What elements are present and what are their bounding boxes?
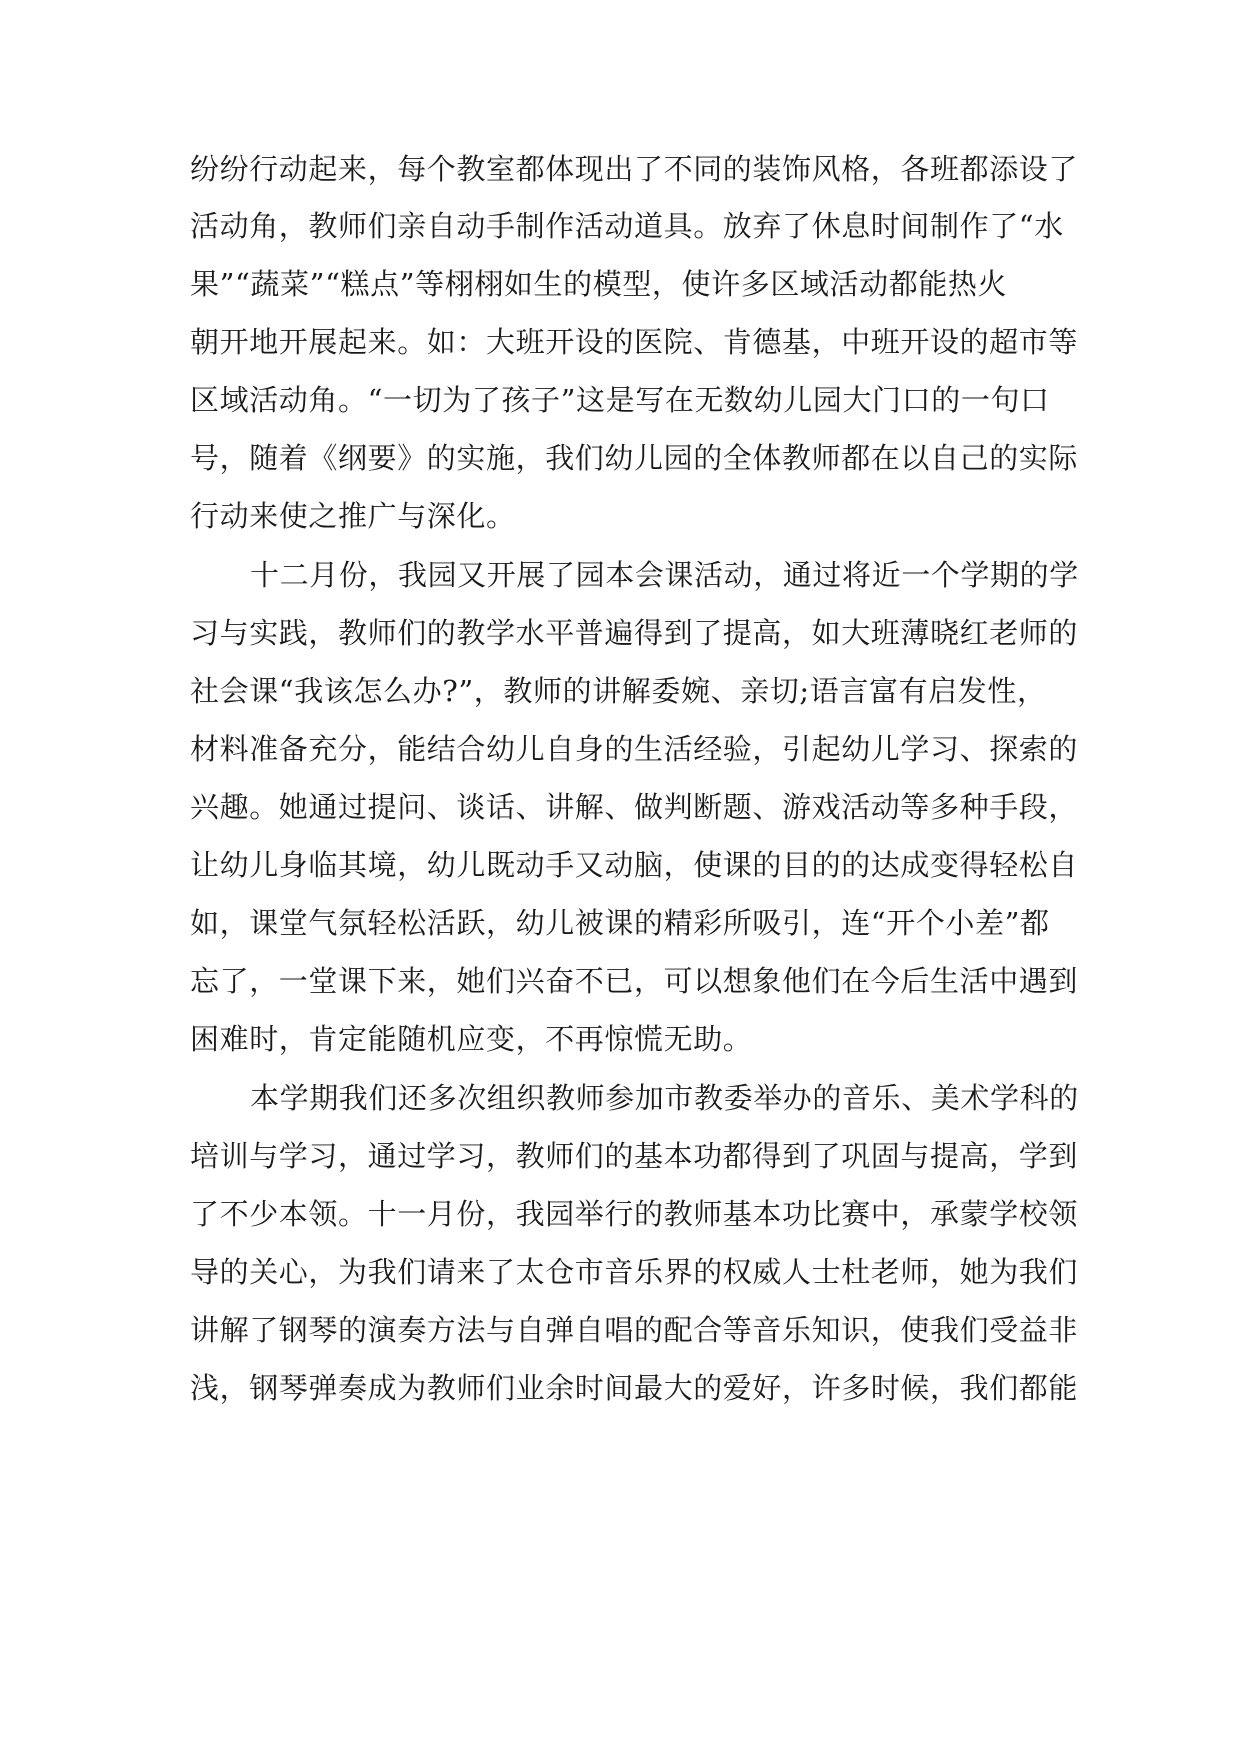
text-line: 了不少本领。十一月份，我园举行的教师基本功比赛中，承蒙学校领 — [190, 1197, 1079, 1231]
text-line: 社会课“我该怎么办?”，教师的讲解委婉、亲切;语言富有启发性， — [190, 674, 1047, 708]
text-line: 十二月份，我园又开展了园本会课活动，通过将近一个学期的学 — [250, 558, 1079, 592]
text-line: 朝开地开展起来。如：大班开设的医院、肯德基，中班开设的超市等 — [190, 325, 1079, 359]
text-line: 本学期我们还多次组织教师参加市教委举办的音乐、美术学科的 — [250, 1081, 1079, 1115]
text-line: 习与实践，教师们的教学水平普遍得到了提高，如大班薄晓红老师的 — [190, 616, 1079, 650]
text-line: 忘了，一堂课下来，她们兴奋不已，可以想象他们在今后生活中遇到 — [190, 964, 1079, 998]
text-line: 如，课堂气氛轻松活跃，幼儿被课的精彩所吸引，连“开个小差”都 — [190, 906, 1050, 940]
text-line: 浅，钢琴弹奏成为教师们业余时间最大的爱好，许多时候，我们都能 — [190, 1371, 1079, 1405]
text-line: 讲解了钢琴的演奏方法与自弹自唱的配合等音乐知识，使我们受益非 — [190, 1313, 1079, 1347]
text-line: 材料准备充分，能结合幼儿自身的生活经验，引起幼儿学习、探索的 — [190, 732, 1079, 766]
text-line: 果”“蔬菜”“糕点”等栩栩如生的模型，使许多区域活动都能热火 — [190, 267, 1008, 301]
text-line: 导的关心，为我们请来了太仓市音乐界的权威人士杜老师，她为我们 — [190, 1255, 1079, 1289]
text-line: 困难时，肯定能随机应变，不再惊慌无助。 — [190, 1022, 753, 1056]
text-line: 行动来使之推广与深化。 — [190, 499, 516, 533]
text-line: 兴趣。她通过提问、谈话、讲解、做判断题、游戏活动等多种手段， — [190, 790, 1079, 824]
text-line: 让幼儿身临其境，幼儿既动手又动脑，使课的目的的达成变得轻松自 — [190, 848, 1079, 882]
text-line: 培训与学习，通过学习，教师们的基本功都得到了巩固与提高，学到 — [190, 1139, 1079, 1173]
text-line: 号，随着《纲要》的实施，我们幼儿园的全体教师都在以自己的实际 — [190, 441, 1079, 475]
text-line: 纷纷行动起来，每个教室都体现出了不同的装饰风格，各班都添设了 — [190, 152, 1079, 186]
text-line: 区域活动角。“一切为了孩子”这是写在无数幼儿园大门口的一句口 — [190, 383, 1050, 417]
text-line: 活动角，教师们亲自动手制作活动道具。放弃了休息时间制作了“水 — [190, 209, 1064, 243]
